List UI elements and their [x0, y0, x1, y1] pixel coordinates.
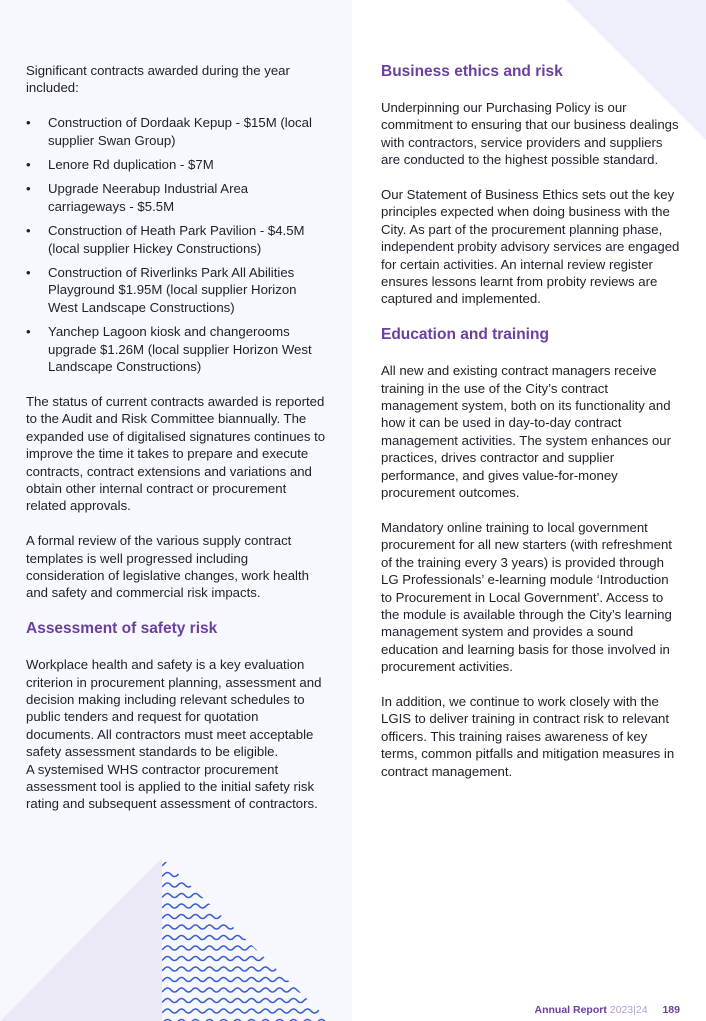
page-footer [535, 1004, 680, 1017]
wave-line [150, 925, 346, 929]
contracts-status-paragraph: The status of current contracts awarded is reported to the Audit and Risk Committee biannually. The expanded use of digitalised signatures continues to improve the time it takes to prepare and execute contracts, contract extensions and variations and obtain other internal contract or procurement related approvals. [26, 393, 326, 514]
footer-report-years: 2023|24 [609, 1004, 648, 1016]
safety-risk-heading: Assessment of safety risk [26, 620, 218, 638]
contracts-intro: Significant contracts awarded during the year included: [26, 63, 290, 96]
list-item: • Construction of Dordaak Kepup - $15M (local supplier Swan Group) [26, 114, 326, 149]
list-item: • Lenore Rd duplication - $7M [26, 156, 326, 173]
business-ethics-heading: Business ethics and risk [381, 63, 563, 80]
wave-line [150, 946, 346, 950]
wave-line [150, 883, 346, 887]
contracts-list [26, 114, 326, 375]
left-column [26, 62, 326, 813]
wave-line [150, 999, 346, 1003]
wave-line [150, 862, 346, 866]
wave-line [150, 967, 346, 971]
education-paragraph: All new and existing contract managers receive training in the use of the City’s contract management system, both on its functionality and how it can be used in day-to-day contract management activities. The system enhances our practices, drives contractor and supplier performance, and gives value-for-money procurement outcomes. [381, 363, 672, 501]
wave-line [150, 988, 346, 992]
wave-line [150, 936, 346, 940]
safety-paragraph-text-2: A systemised WHS contractor procurement assessment tool is applied to the initial safety risk rating and subsequent assessment of contractors. [26, 761, 318, 812]
wave-line [150, 894, 346, 898]
list-item: • Construction of Riverlinks Park All Abilities Playground $1.95M (local supplier Horizon West Landscape Constructions) [26, 264, 326, 316]
page-number: 189 [662, 1004, 680, 1016]
list-item: • Upgrade Neerabup Industrial Area carriageways - $5.5M [26, 180, 326, 215]
ethics-paragraph: Our Statement of Business Ethics sets out the key principles expected when doing business with the City. As part of the procurement planning phase, independent probity advisory services are engaged for certain activities. An internal review register ensures lessons learnt from probity reviews are captured and implemented. [381, 187, 680, 307]
wave-triangle-decoration [0, 858, 352, 1021]
list-item: • Yanchep Lagoon kiosk and changerooms upgrade $1.26M (local supplier Horizon West Landscape Constructions) [26, 323, 326, 375]
wave-line [150, 978, 346, 982]
wave-line [150, 904, 346, 908]
safety-paragraph [26, 656, 326, 813]
wave-line [150, 873, 346, 877]
footer-report-title: Annual Report [534, 1004, 607, 1016]
templates-review-paragraph: A formal review of the various supply contract templates is well progressed including consideration of legislative changes, work health and safety and commercial risk impacts. [26, 533, 309, 601]
right-column [381, 62, 681, 797]
list-item: • Construction of Heath Park Pavilion - $4.5M (local supplier Hickey Constructions) [26, 222, 326, 257]
education-training-heading: Education and training [381, 326, 549, 344]
education-paragraph: Mandatory online training to local government procurement for all new starters (with refreshment of the training every 3 years) is provided through LG Professionals’ e-learning module ‘Introduction to Procurement in Local Government’. Access to the module is available through the City’s learning management system and provides a sound education and learning basis for those involved in procurement activities. [381, 519, 672, 675]
safety-paragraph-text-1: Workplace health and safety is a key evaluation criterion in procurement planning, assessment and decision making including relevant schedules to public tenders and request for quotation documents. All contractors must meet acceptable safety assessment standards to be eligible. [26, 657, 322, 760]
wave-line [150, 915, 346, 919]
education-paragraph: In addition, we continue to work closely with the LGIS to deliver training in contract risk to relevant officers. This training raises awareness of key terms, common pitfalls and mitigation measures in contract management. [381, 693, 675, 779]
wave-line [150, 957, 346, 961]
wave-line [150, 1009, 346, 1013]
ethics-paragraph: Underpinning our Purchasing Policy is our commitment to ensuring that our business dealings with contractors, service providers and suppliers are conducted to the highest possible standard. [381, 100, 679, 168]
